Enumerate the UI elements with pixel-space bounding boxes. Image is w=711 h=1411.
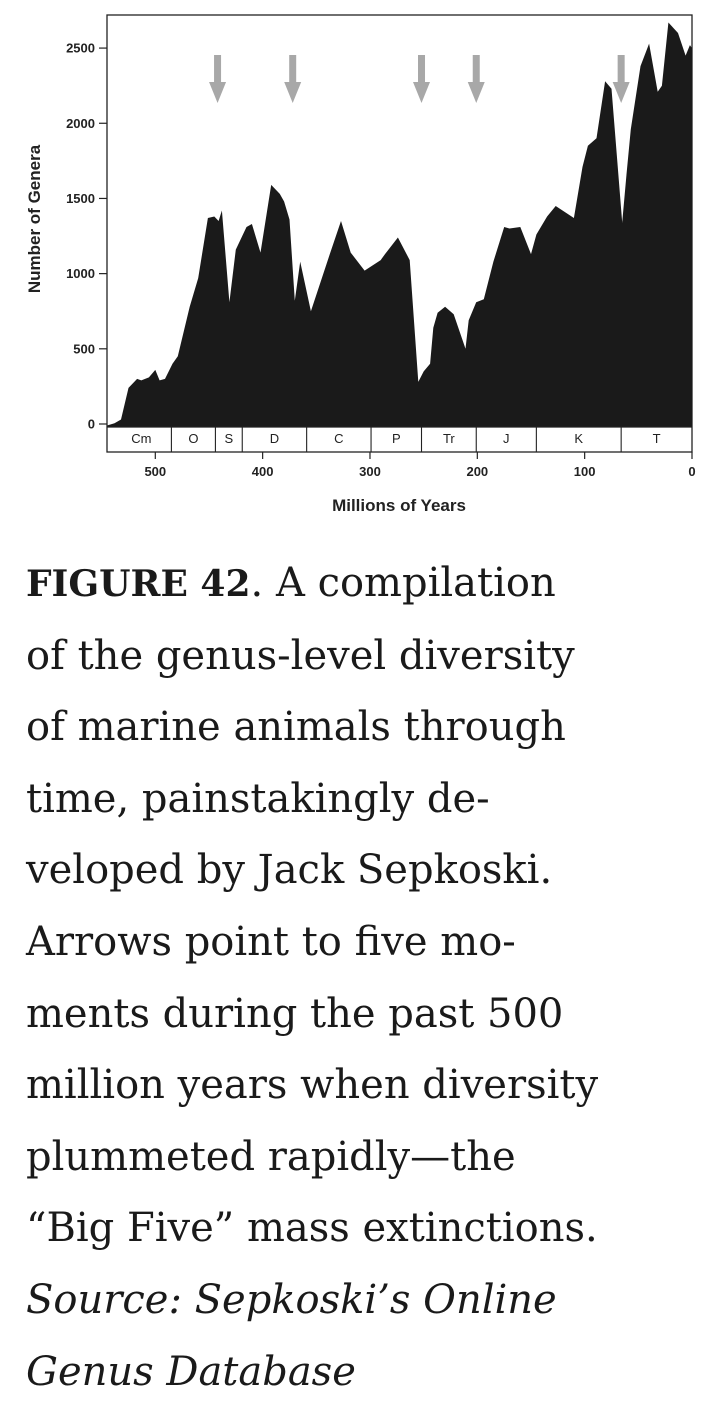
x-tick-label: 400 xyxy=(251,464,274,479)
period-label-t: T xyxy=(652,431,661,446)
y-tick-label: 500 xyxy=(73,341,95,357)
period-label-p: P xyxy=(391,431,401,446)
extinction-arrow-1 xyxy=(209,55,226,103)
caption-line-5: veloped by Jack Sepkoski. xyxy=(26,847,553,894)
caption-line-9: plummeted rapidly—the xyxy=(26,1133,516,1180)
period-label-c: C xyxy=(334,431,344,446)
y-tick-label: 1500 xyxy=(66,190,95,206)
caption-line-1 xyxy=(26,548,696,621)
caption-line-4: time, painstakingly de- xyxy=(26,775,490,822)
figure-caption xyxy=(26,548,696,1408)
arrow-layer xyxy=(209,55,630,103)
caption-line-10: “Big Five” mass extinctions. xyxy=(26,1205,598,1252)
x-tick-label: 500 xyxy=(144,464,167,479)
x-axis-title: Millions of Years xyxy=(332,496,466,515)
y-axis-title: Number of Genera xyxy=(25,144,44,294)
caption-line-2: of the genus-level diversity xyxy=(26,632,575,679)
y-tick-label: 1000 xyxy=(66,266,95,282)
diversity-chart xyxy=(0,0,711,530)
x-tick-label: 200 xyxy=(466,464,489,479)
figure-label: FIGURE 42 xyxy=(26,563,251,605)
y-tick-label: 2000 xyxy=(66,115,95,131)
caption-line-7: ments during the past 500 xyxy=(26,990,564,1037)
x-tick-label: 100 xyxy=(573,464,596,479)
caption-text-1: . A compilation xyxy=(250,560,556,606)
x-tick-label: 0 xyxy=(688,464,696,479)
x-axis xyxy=(144,452,695,479)
caption-line-3: of marine animals through xyxy=(26,704,566,751)
period-label-o: O xyxy=(188,431,199,446)
caption-line-8: million years when diversity xyxy=(26,1062,599,1109)
period-bar xyxy=(107,427,692,452)
period-label-tr: Tr xyxy=(442,431,455,446)
source-line-2: Genus Database xyxy=(26,1348,356,1395)
caption-line-6: Arrows point to five mo- xyxy=(26,918,516,965)
period-label-d: D xyxy=(269,431,280,446)
y-tick-label: 2500 xyxy=(66,40,95,56)
source-line-1: Source: Sepkoski’s Online xyxy=(26,1276,557,1323)
extinction-arrow-4 xyxy=(468,55,485,103)
period-label-s: S xyxy=(224,431,234,446)
y-axis xyxy=(66,41,107,432)
period-label-j: J xyxy=(503,431,510,446)
extinction-arrow-2 xyxy=(284,55,301,103)
extinction-arrow-5 xyxy=(613,55,630,103)
extinction-arrow-3 xyxy=(413,55,430,103)
diversity-area xyxy=(107,23,692,428)
area-layer xyxy=(107,23,692,428)
x-tick-label: 300 xyxy=(359,464,381,479)
y-tick-label: 0 xyxy=(87,416,95,432)
period-label-cm: Cm xyxy=(131,431,152,446)
period-label-k: K xyxy=(574,431,584,446)
